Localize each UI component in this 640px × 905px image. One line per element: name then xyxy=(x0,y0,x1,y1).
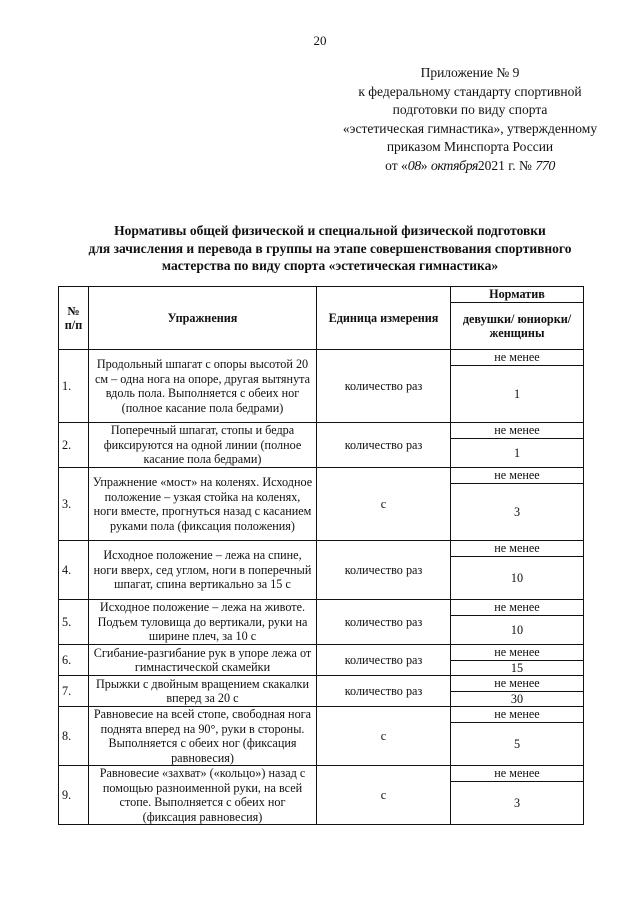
row-number: 7. xyxy=(59,676,89,707)
appendix-header xyxy=(340,64,600,176)
exercise-cell: Исходное положение – лежа на спине, ноги вверх, сед углом, ноги в поперечный шпагат, спина вертикально за 15 с xyxy=(89,541,317,600)
norm-value: 1 xyxy=(451,438,584,468)
exercise-cell: Продольный шпагат с опоры высотой 20 см – одна нога на опоре, другая вытянута вдоль пола. Выполняется с обеих ног (полное касание пола бедрами) xyxy=(89,350,317,423)
norm-min-label: не менее xyxy=(451,600,584,616)
row-number: 4. xyxy=(59,541,89,600)
exercise-cell: Упражнение «мост» на коленях. Исходное положение – узкая стойка на коленях, ноги вместе, прогнуться назад с касанием руками пола (фиксация положения) xyxy=(89,468,317,541)
unit-cell: с xyxy=(317,766,451,825)
document-title xyxy=(40,222,620,275)
header-unit: Единица измерения xyxy=(317,287,451,350)
appendix-line: приказом Минспорта России xyxy=(386,139,554,154)
norm-value: 10 xyxy=(451,556,584,600)
unit-cell: количество раз xyxy=(317,541,451,600)
header-exercise: Упражнения xyxy=(89,287,317,350)
exercise-cell: Сгибание-разгибание рук в упоре лежа от гимнастической скамейки xyxy=(89,645,317,676)
norm-value: 3 xyxy=(451,483,584,541)
header-group: девушки/ юниорки/ женщины xyxy=(451,303,584,350)
date-year: 2021 г. № xyxy=(477,157,532,173)
unit-cell: количество раз xyxy=(317,600,451,645)
date-month: октября xyxy=(430,158,478,174)
unit-cell: количество раз xyxy=(317,676,451,707)
order-date-line xyxy=(340,157,600,177)
date-prefix: от « xyxy=(385,157,408,173)
row-number: 2. xyxy=(59,423,89,468)
title-line: Нормативы общей физической и специальной физической подготовки xyxy=(114,223,546,238)
exercise-cell: Равновесие «захват» («кольцо») назад с помощью разноименной руки, на всей стопе. Выполняется с обеих ног (фиксация равновесия) xyxy=(89,766,317,825)
norm-value: 5 xyxy=(451,722,584,766)
exercise-cell: Равновесие на всей стопе, свободная нога поднята вперед на 90°, руки в стороны. Выполняется с обеих ног (фиксация равновесия) xyxy=(89,707,317,766)
row-number: 3. xyxy=(59,468,89,541)
norms-table xyxy=(58,286,584,825)
page-number: 20 xyxy=(313,33,327,48)
unit-cell: количество раз xyxy=(317,423,451,468)
unit-cell: с xyxy=(317,707,451,766)
row-number: 1. xyxy=(59,350,89,423)
unit-cell: с xyxy=(317,468,451,541)
unit-cell: количество раз xyxy=(317,350,451,423)
norm-value: 15 xyxy=(451,660,584,676)
row-number: 9. xyxy=(59,766,89,825)
exercise-cell: Поперечный шпагат, стопы и бедра фиксируются на одной линии (полное касание пола бедрами) xyxy=(89,423,317,468)
norm-min-label: не менее xyxy=(451,468,584,484)
row-number: 5. xyxy=(59,600,89,645)
norm-min-label: не менее xyxy=(451,350,584,366)
norm-value: 30 xyxy=(451,691,584,707)
exercise-cell: Прыжки с двойным вращением скакалки вперед за 20 с xyxy=(89,676,317,707)
header-norm: Норматив xyxy=(451,287,584,303)
norm-min-label: не менее xyxy=(451,766,584,782)
norm-value: 10 xyxy=(451,615,584,645)
row-number: 8. xyxy=(59,707,89,766)
title-line: мастерства по виду спорта «эстетическая гимнастика» xyxy=(161,258,499,273)
title-line: для зачисления и перевода в группы на этапе совершенствования спортивного xyxy=(88,240,572,256)
exercise-cell: Исходное положение – лежа на животе. Подъем туловища до вертикали, руки на ширине плеч, за 10 с xyxy=(89,600,317,645)
appendix-line: Приложение № 9 xyxy=(420,65,520,80)
appendix-line: «эстетическая гимнастика», утвержденному xyxy=(342,120,598,136)
norm-value: 1 xyxy=(451,365,584,423)
norm-min-label: не менее xyxy=(451,645,584,661)
order-number: 770 xyxy=(535,158,555,174)
norm-min-label: не менее xyxy=(451,676,584,692)
norm-min-label: не менее xyxy=(451,707,584,723)
appendix-line: подготовки по виду спорта xyxy=(392,102,548,117)
row-number: 6. xyxy=(59,645,89,676)
norm-min-label: не менее xyxy=(451,541,584,557)
appendix-line: к федеральному стандарту спортивной xyxy=(358,83,582,99)
unit-cell: количество раз xyxy=(317,645,451,676)
norm-min-label: не менее xyxy=(451,423,584,439)
date-mid: » xyxy=(420,157,428,173)
norm-value: 3 xyxy=(451,781,584,825)
header-num: № п/п xyxy=(59,287,89,350)
date-day: 08 xyxy=(407,158,421,174)
